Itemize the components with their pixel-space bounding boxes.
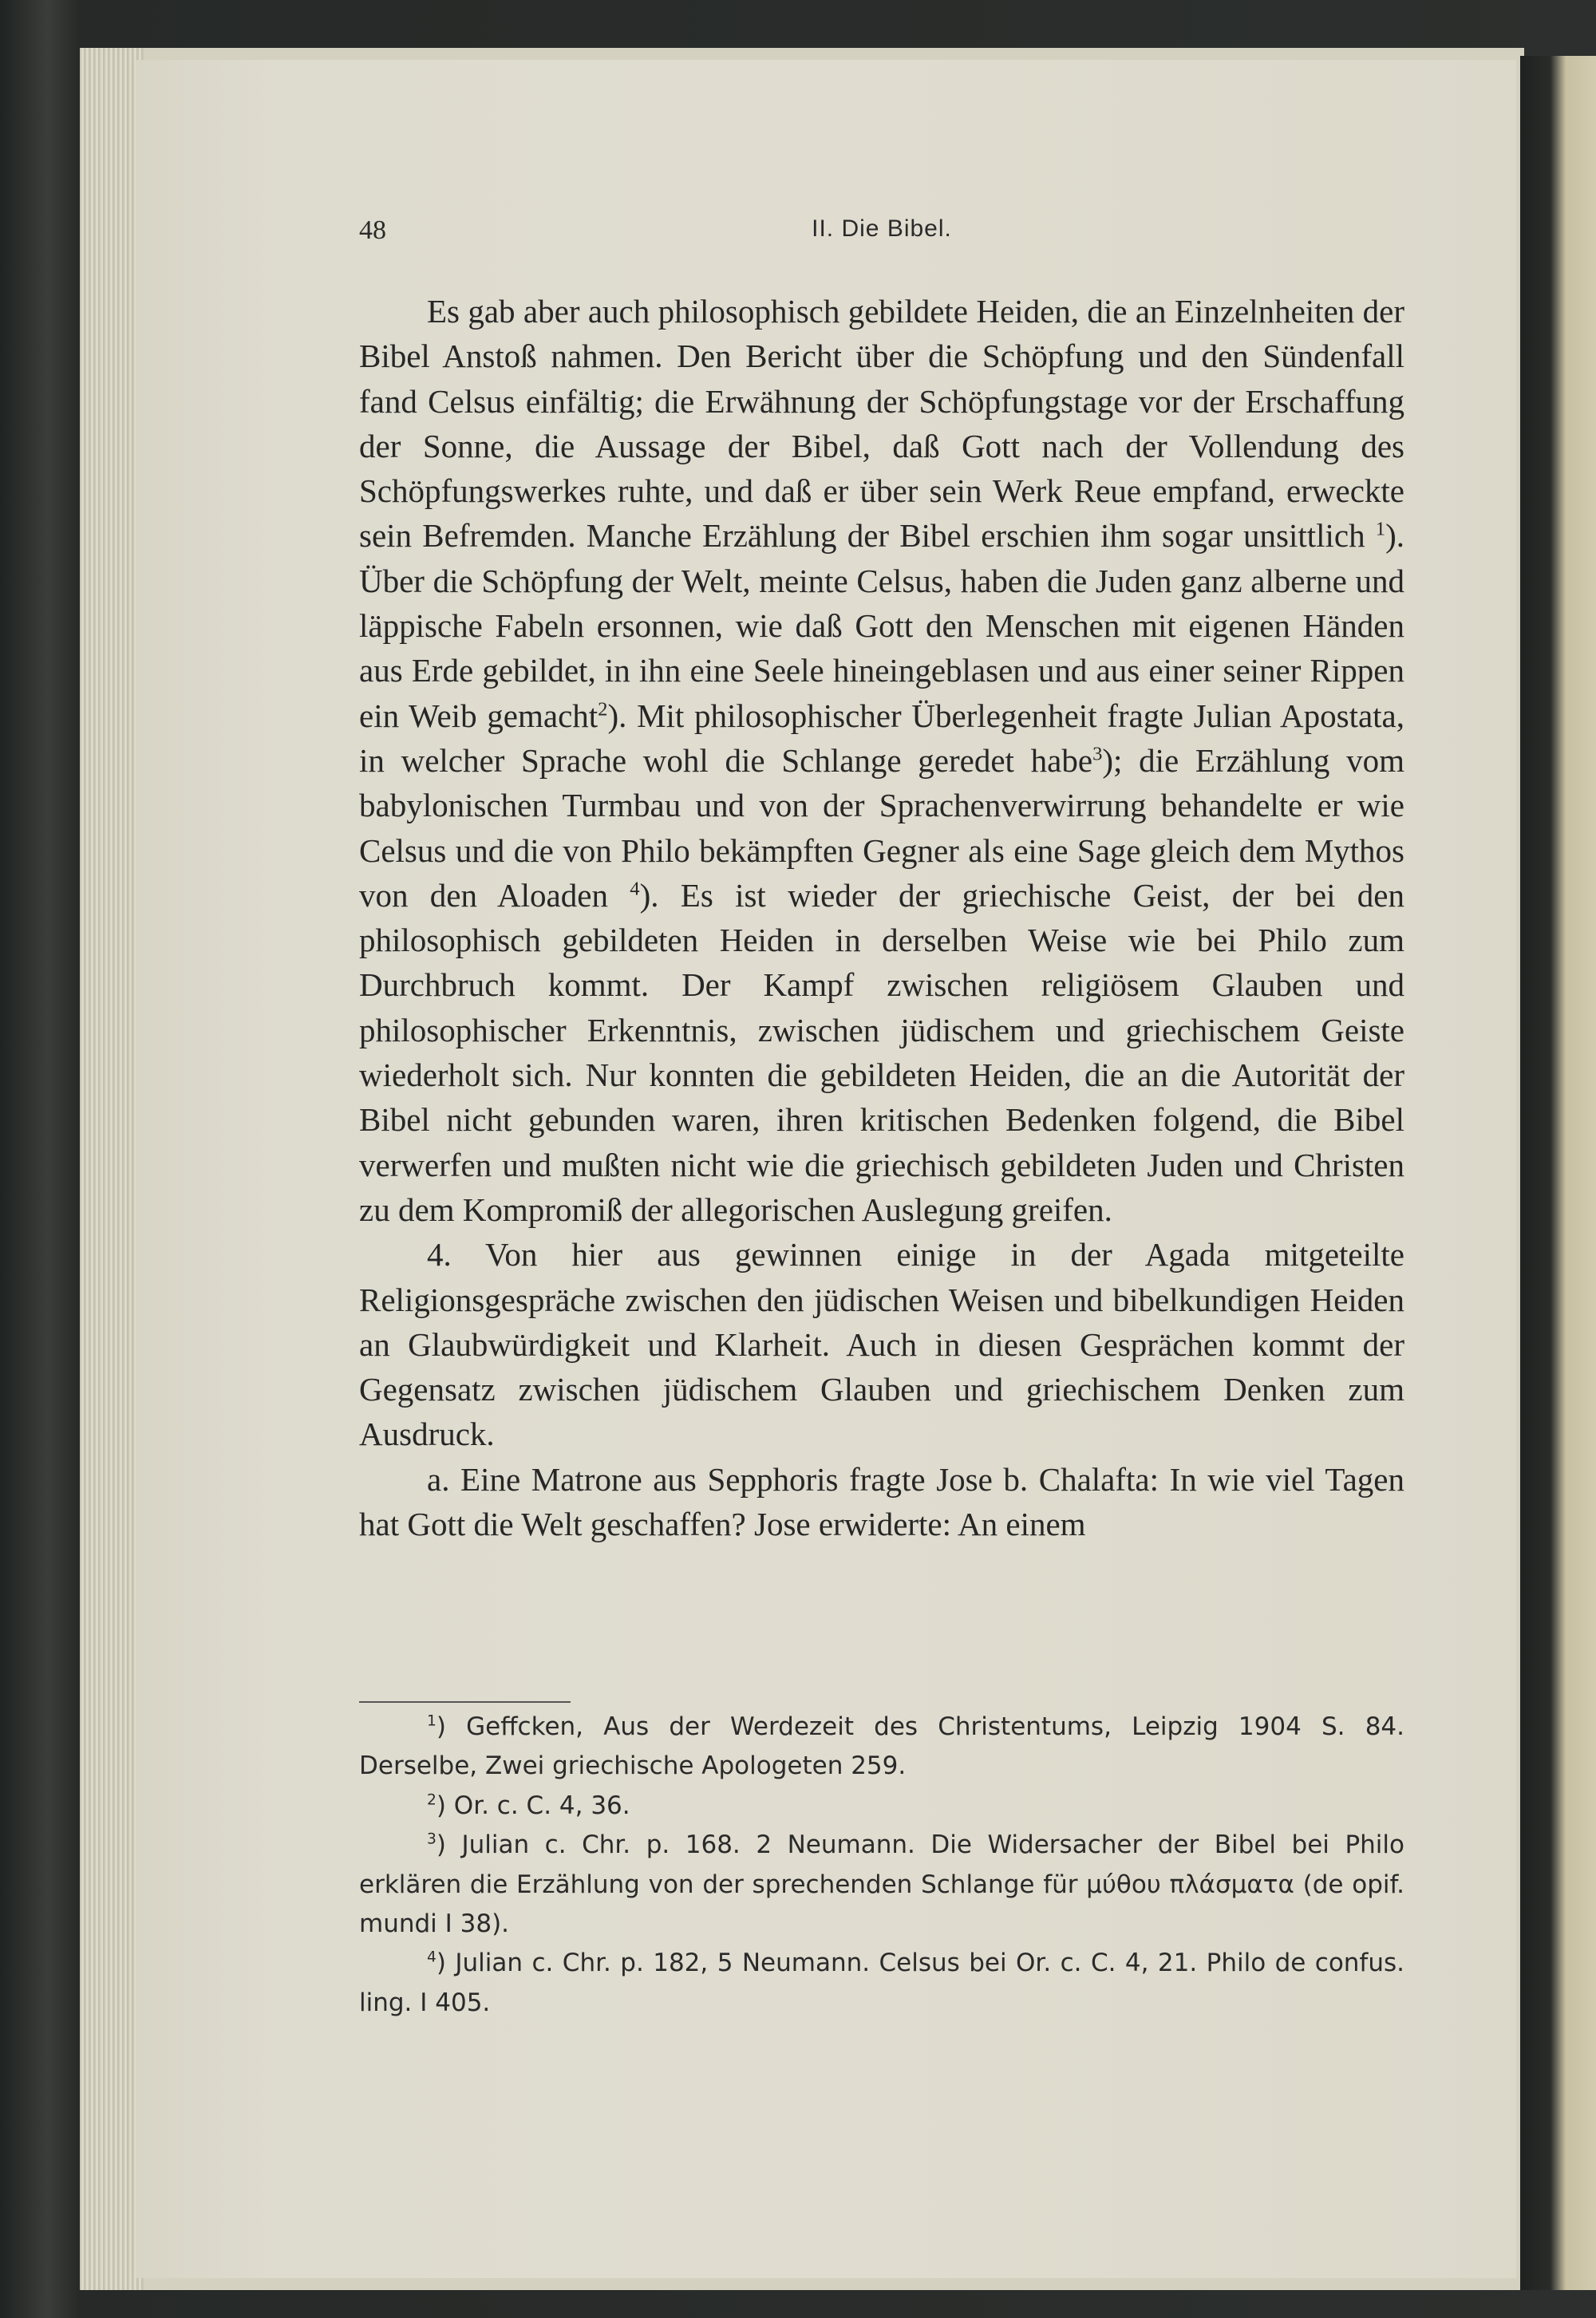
footnote-1: [359, 1708, 1404, 1787]
text-segment: Es gab aber auch philosophisch gebildete Heiden, die an Einzelnheiten der Bibel Anstoß nahmen. Den Bericht über die Schöpfung und den Sündenfall fand Celsus einfältig; die Erwähnung der Schöpfungstage vor der Erschaffung der Sonne, die Aussage der Bibel, daß Gott nach der Vollendung des Schöpfungswerkes ruhte, und daß er über sein Werk Reue empfand, erweckte sein Befremden. Manche Erzählung der Bibel erschien ihm sogar unsittlich: [359, 293, 1404, 555]
footnote-mark: 3: [427, 1830, 437, 1848]
footnote-text: ) Or. c. C. 4, 36.: [436, 1791, 630, 1820]
paragraph-3: a. Eine Matrone aus Sepphoris fragte Jose b. Chalafta: In wie viel Tagen hat Gott die Welt geschaffen? Jose erwiderte: An einem: [359, 1460, 1404, 1543]
page-stack-edge: [80, 48, 144, 2290]
text-segment: ). Mit philosophischer Überlegenheit fragte Julian Apostata, in welcher Sprache wohl die Schlange geredet habe: [359, 697, 1404, 779]
text-segment: ); die Erzählung vom babylonischen Turmbau und von der Sprachenverwirrung behandelte er wie Celsus und die von Philo bekämpften Gegner als eine Sage gleich dem Mythos von den Aloaden: [359, 741, 1404, 914]
paragraph-1: [359, 289, 1404, 1232]
footnote-2: [359, 1787, 1404, 1826]
main-text: [359, 289, 1404, 1546]
footnote-text: ) Julian c. Chr. p. 168. 2 Neumann. Die Widersacher der Bibel bei Philo erklären die Erzählung von der sprechenden Schlange für μύθου πλάσματα (de opif. mundi I 38).: [359, 1830, 1404, 1939]
footnote-text: ) Julian c. Chr. p. 182, 5 Neumann. Celsus bei Or. c. C. 4, 21. Philo de confus. ling. I 405.: [359, 1949, 1404, 2017]
footnote-mark: 1: [427, 1712, 437, 1730]
footnote-mark: 4: [427, 1949, 437, 1967]
running-head: II. Die Bibel.: [812, 215, 952, 242]
footnote-ref: 2: [598, 698, 608, 721]
footnote-ref: 1: [1375, 518, 1386, 540]
paragraph-2: 4. Von hier aus gewinnen einige in der Agada mitgeteilte Religionsgespräche zwischen den jüdischen Weisen und bibelkundigen Heiden an Glaubwürdigkeit und Klarheit. Auch in diesen Gesprächen kommt der Gegensatz zwischen jüdischem Glauben und griechischem Denken zum Ausdruck.: [359, 1236, 1404, 1453]
footnotes: [359, 1708, 1404, 2023]
text-segment: ). Über die Schöpfung der Welt, meinte Celsus, haben die Juden ganz alberne und läppische Fabeln ersonnen, wie daß Gott den Menschen mit eigenen Händen aus Erde gebildet, in ihn eine Seele hineingeblasen und aus einer seiner Rippen ein Weib gemacht: [359, 517, 1404, 734]
footnote-ref: 4: [630, 878, 640, 900]
footnote-text: ) Geffcken, Aus der Werdezeit des Christentums, Leipzig 1904 S. 84. Derselbe, Zwei griechische Apologeten 259.: [359, 1712, 1404, 1781]
footnote-rule: [359, 1701, 571, 1703]
footnote-3: [359, 1826, 1404, 1944]
footnote-4: [359, 1944, 1404, 2023]
page-number: 48: [359, 215, 386, 245]
footnote-ref: 3: [1092, 743, 1103, 765]
page-header: [359, 215, 1404, 255]
text-segment: ). Es ist wieder der griechische Geist, der bei den philosophisch gebildeten Heiden in derselben Weise wie bei Philo zum Durchbruch kommt. Der Kampf zwischen religiösem Glauben und philosophischer Erkenntnis, zwischen jüdischem und griechischem Geiste wiederholt sich. Nur konnten die gebildeten Heiden, die an die Autorität der Bibel nicht gebunden waren, ihren kritischen Bedenken folgend, die Bibel verwerfen und mußten nicht wie die griechisch gebildeten Juden und Christen zu dem Kompromiß der allegorischen Auslegung greifen.: [359, 876, 1404, 1228]
footnote-mark: 2: [427, 1791, 437, 1809]
facing-page-edge: [1520, 56, 1596, 2290]
